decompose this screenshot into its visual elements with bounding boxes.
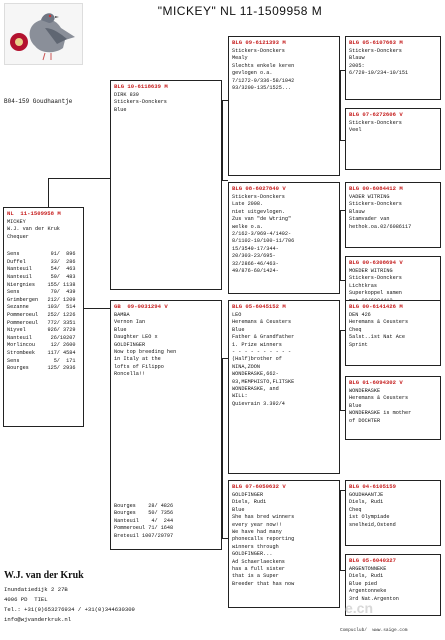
owner-address: Inundatiedijk 2 27B	[4, 586, 68, 593]
info-line: GOLDFINGER	[232, 492, 264, 498]
info-line: hethok.oa.02/6086117	[349, 223, 412, 230]
sire-line: DIRK 839	[114, 92, 139, 98]
result-row: Pommeroeul 772/ 3351	[7, 319, 76, 326]
result-row: Grimbergen 212/ 1209	[7, 296, 76, 303]
result-row: Nanteuil 54/ 463	[7, 266, 76, 273]
info-line: of DOCHTER	[349, 417, 381, 424]
connector	[340, 210, 341, 280]
ring-number: BLG 07-6050632 V	[232, 483, 286, 490]
owner-name: W.J. van der Kruk	[4, 570, 84, 581]
dam-line: Vernon Ian	[114, 319, 146, 326]
gen4-box-6	[345, 376, 441, 440]
dam-line: Now top breeding hen	[114, 349, 177, 356]
info-line: Cheq	[349, 506, 362, 513]
result-row: Duffel 33/ 286	[7, 258, 76, 265]
info-line: niet uitgevlogen.	[232, 208, 285, 215]
subject-line: MICKEY	[7, 219, 26, 225]
dam-line: Roncella!!	[114, 371, 146, 378]
connector	[222, 180, 228, 181]
info-line: (Half)brother of	[232, 356, 282, 363]
ring-number: BLG 00-6141426 M	[349, 303, 403, 310]
info-line: Diels, Rudi	[349, 499, 384, 506]
info-line: WONDERASKE	[349, 388, 381, 394]
footer-credit: Compuclub/ www.saige.com	[340, 628, 408, 633]
granddam-maternal-box	[228, 480, 340, 608]
result-row: Niergnies 155/ 1138	[7, 281, 76, 288]
info-line: 3rd Nat.Argenton	[349, 595, 399, 602]
connector	[340, 330, 341, 410]
dam-box	[110, 300, 222, 550]
owner-city: 4006 PD TIEL	[4, 596, 48, 603]
result-row: Bourges 125/ 2936	[7, 365, 76, 372]
info-line: Heremans & Ceusters	[232, 319, 292, 326]
dam-ring: GB 09-0031294 V	[114, 303, 168, 310]
owner-phone: Tel.: +31(0)653276934 / +31(0)344630309	[4, 606, 135, 613]
info-line: ARGENTONNEKE	[349, 566, 387, 572]
info-line: Lichtkras	[349, 282, 378, 289]
info-line: Stickers-Donckers	[349, 275, 402, 282]
info-line: - - - - - - - - - -	[232, 349, 292, 356]
info-line: We have had many	[232, 529, 282, 536]
subject-line: W.J. van der Kruk	[7, 226, 60, 233]
info-line: Breeder that has now	[232, 580, 295, 587]
info-line: 93/3200-135/1525...	[232, 85, 292, 92]
result-row: Morlincou 12/ 2600	[7, 342, 76, 349]
grandsire-maternal-box	[228, 300, 340, 474]
ring-number: BLG 07-6272606 V	[349, 111, 403, 118]
subject-ring: NL 11-1509958 M	[7, 210, 61, 217]
info-line: 20/303-23/695-	[232, 253, 276, 260]
dam-result-row: Pommeroeul 71/ 1648	[114, 525, 174, 532]
ring-number: BLG 05-6045152 M	[232, 303, 286, 310]
info-line: Stamvader van	[349, 216, 390, 223]
result-row: Strombeek 117/ 4584	[7, 349, 76, 356]
dam-result-row: Breteuil 1007/20797	[114, 533, 174, 540]
ring-number: BLG 05-6107663 M	[349, 39, 403, 46]
info-line: WONDERASKE,662-	[232, 371, 279, 378]
ring-number: BLG 08-6027840 V	[232, 185, 286, 192]
info-line: Heremans & Ceusters	[349, 319, 409, 326]
dam-line: Blue	[114, 326, 127, 333]
connector	[222, 100, 223, 180]
info-line: 49/876-60/1424-	[232, 268, 279, 275]
info-line: 2/162-3/969-4/1402-	[232, 231, 292, 238]
info-line: Stickers-Donckers	[349, 201, 402, 208]
subject-box	[3, 207, 84, 427]
info-line: Cheq	[349, 326, 362, 333]
result-row: Pommeroeul 252/ 1226	[7, 311, 76, 318]
info-line: Sprint	[349, 341, 368, 348]
gen4-box-2	[345, 108, 441, 170]
ring-number: BLG 00-6308694 V	[349, 259, 403, 266]
info-line: 32/2866-46/463-	[232, 260, 279, 267]
info-line: Blue pied	[349, 580, 378, 587]
info-line: VADER WITRING	[349, 194, 390, 200]
info-line: 2005:	[349, 62, 365, 69]
info-line: Quievrain 3.392/4	[232, 400, 285, 407]
granddam-paternal-box	[228, 182, 340, 294]
result-row: Nanteuil 26/10207	[7, 334, 76, 341]
info-line: every year now!!	[232, 521, 282, 528]
ring-number: BLG 00-6084412 M	[349, 185, 403, 192]
info-line: phonecalls reporting	[232, 536, 295, 543]
info-line: gevlogen o.a.	[232, 70, 273, 77]
info-line: winners through	[232, 543, 279, 550]
info-line: MOEDER WITRING	[349, 268, 393, 274]
dam-result-row: Bourges 28/ 4826	[114, 502, 174, 509]
result-row: Nanteuil 59/ 483	[7, 274, 76, 280]
info-line: Superkoppel samen	[349, 290, 402, 297]
info-line: 03,MEMPHISTO,FLITSKE	[232, 378, 295, 385]
info-line: Mealy	[232, 55, 248, 62]
gen4-box-7	[345, 480, 441, 546]
info-line: GOLDFINGER...	[232, 551, 273, 558]
info-line: 5alst..1st Nat Ace	[349, 334, 406, 341]
sire-line: Stickers-Donckers	[114, 99, 167, 106]
info-line: Diels, Rudi	[232, 499, 267, 506]
connector	[222, 358, 223, 538]
dam-line: GOLDFINGER	[114, 341, 146, 348]
connector	[340, 70, 341, 140]
connector	[48, 178, 110, 179]
info-line: WILL:	[232, 393, 248, 400]
dam-line: in Italy at the	[114, 356, 161, 363]
result-row: Sens 91/ 896	[7, 251, 76, 258]
info-line: 15/3549-17/344-	[232, 245, 279, 252]
sire-box	[110, 80, 222, 290]
info-line: Stickers-Donckers	[232, 194, 285, 200]
gen4-box-3	[345, 182, 441, 248]
pigeon-photo	[4, 3, 83, 65]
info-line: Zus van "de Wtring"	[232, 216, 292, 223]
info-line: Blue	[232, 326, 245, 333]
info-line: Blue	[232, 506, 245, 513]
result-row: Niyvel 926/ 3729	[7, 327, 76, 334]
info-line: Heremans & Ceusters	[349, 395, 409, 402]
sire-line: Blue	[114, 106, 127, 113]
dam-result-row: Nanteuil 4/ 244	[114, 517, 174, 524]
info-line: 6/729-10/234-10/151	[349, 70, 409, 77]
gen4-box-5	[345, 300, 441, 366]
owner-email[interactable]: info@wjvanderkruk.nl	[4, 616, 72, 623]
subject-note: B04-159 Goudhaantje	[4, 98, 73, 105]
info-line: DEN 426	[349, 312, 371, 318]
info-line: 8/1102-10/100-11/706	[232, 238, 295, 245]
info-line: Argentonneke	[349, 588, 387, 595]
ring-number: BLG 04-6105159	[349, 483, 396, 490]
subject-line: Chequer	[7, 233, 29, 240]
info-line: NINA,ZOON	[232, 363, 261, 370]
info-line: welke o.a.	[232, 223, 264, 230]
info-line: Late 2008.	[232, 201, 264, 208]
info-line: WONDERASKE, and	[232, 386, 279, 393]
info-line: WONDERASKE is mother	[349, 410, 412, 417]
info-line: She has bred winners	[232, 514, 295, 521]
info-line: Veel	[349, 127, 362, 134]
info-line: LEO	[232, 312, 242, 318]
pigeon-image	[5, 4, 82, 64]
result-row: Sezanne 103/ 514	[7, 304, 76, 311]
info-line: 7/1272-9/336-58/1042	[232, 77, 295, 84]
info-line: Stickers-Donckers	[349, 48, 402, 54]
dam-line: BAMBA	[114, 312, 130, 318]
page-title: "MICKEY" NL 11-1509958 M	[157, 4, 323, 18]
dam-line: lofts of Filippo	[114, 363, 164, 370]
watermark: e.cn	[345, 600, 374, 616]
info-line: Stickers-Donckers	[349, 120, 402, 126]
info-line: GOUDHAANTJE	[349, 492, 384, 498]
gen4-box-1	[345, 36, 441, 100]
sire-ring: BLG 10-6118639 M	[114, 83, 168, 90]
info-line: Ad Schaerlaeckens	[232, 558, 285, 565]
info-line: 1. Prize winners	[232, 341, 282, 348]
info-line: Father & Grandfather	[232, 334, 295, 341]
dam-result-row: Bourges 50/ 7356	[114, 510, 174, 517]
info-line: Blue	[349, 402, 362, 409]
ring-number: BLG 01-6094302 V	[349, 379, 403, 386]
info-line: snelheid,Ostend	[349, 521, 396, 528]
info-line: has a full sister	[232, 566, 285, 573]
ring-number: BLG 09-6121393 M	[232, 39, 286, 46]
ring-number: BLG 05-6040327	[349, 557, 396, 564]
info-line: that is a Super	[232, 573, 279, 580]
info-line: 1st Olympiade	[349, 514, 390, 521]
info-line: Blauw	[349, 55, 365, 62]
grandsire-paternal-box	[228, 36, 340, 176]
info-line: Diels, Rudi	[349, 573, 384, 580]
connector	[340, 490, 341, 570]
info-line: Slechts enkele keren	[232, 62, 295, 69]
dam-line: Daughter LEO x	[114, 334, 158, 341]
result-row: Sens 5/ 171	[7, 357, 76, 364]
info-line: Blauw	[349, 208, 365, 215]
result-row: Sens 70/ 439	[7, 289, 76, 296]
info-line: Stickers-Donckers	[232, 48, 285, 54]
